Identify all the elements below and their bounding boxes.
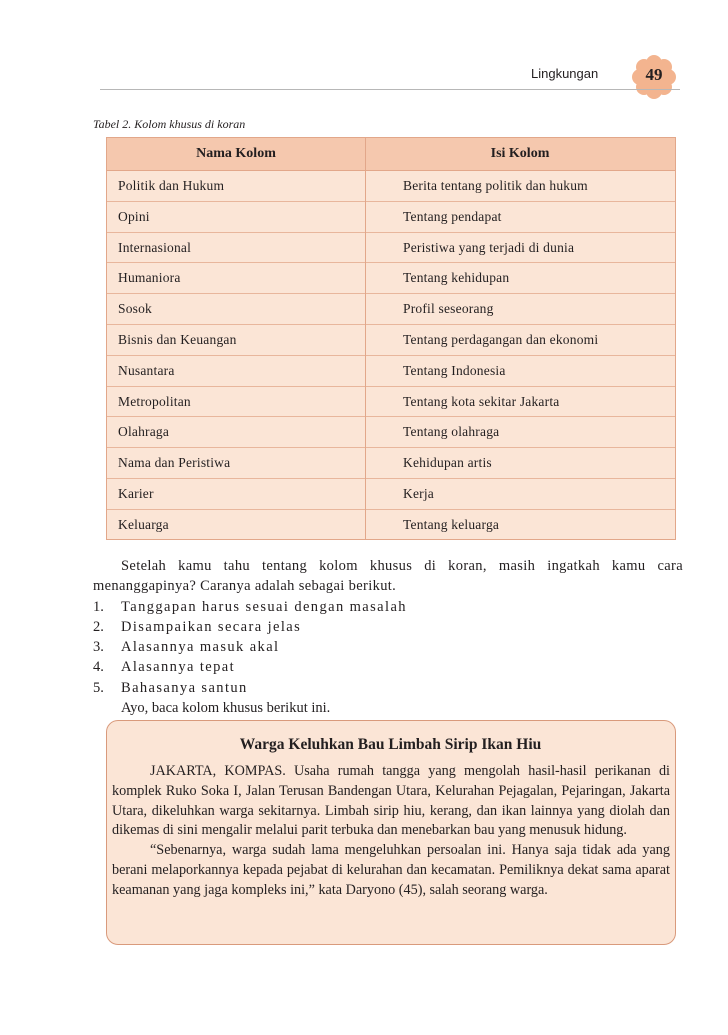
article-paragraph: JAKARTA, KOMPAS. Usaha rumah tangga yang mengolah hasil-hasil perikanan di komplek Ruko Soka I, Jalan Terusan Bandengan Utara, Kelurahan Pejagalan, Pejaringan, Jakarta Utara, dikeluhkan warga sekitarnya. Limbah sirip hiu, kerang, dan ikan lainnya yang diolah dan dikemas di sini mengalir melalui parit terbuka dan menebarkan bau yang menusuk hidung. — [112, 763, 670, 839]
section-title: Lingkungan — [531, 66, 599, 81]
article-text — [112, 762, 670, 901]
column-content-cell: Tentang kehidupan — [403, 270, 510, 286]
list-item — [93, 637, 683, 657]
column-content-cell: Tentang Indonesia — [403, 362, 506, 378]
column-name-cell: Humaniora — [118, 270, 181, 286]
list-number: 3. — [93, 639, 104, 656]
column-content-cell: Tentang olahraga — [403, 424, 500, 440]
page-number: 49 — [645, 65, 663, 84]
list-number: 2. — [93, 618, 104, 635]
table-row — [107, 170, 675, 202]
table-row — [107, 478, 675, 510]
column-name-cell: Nama dan Peristiwa — [118, 455, 231, 471]
header-divider — [100, 89, 680, 90]
column-content-cell: Tentang perdagangan dan ekonomi — [403, 332, 599, 347]
column-name-cell: Internasional — [118, 239, 192, 255]
list-item — [93, 678, 683, 698]
column-name-cell: Sosok — [118, 301, 153, 317]
list-text: Tanggapan harus sesuai dengan masalah — [121, 598, 407, 615]
column-content-cell: Kerja — [403, 486, 434, 501]
table-row — [107, 386, 675, 418]
column-name-cell: Opini — [118, 208, 150, 224]
list-text: Bahasanya santun — [121, 679, 248, 696]
list-number: 4. — [93, 659, 104, 676]
table-row — [107, 509, 675, 540]
article-paragraph: “Sebenarnya, warga sudah lama mengeluhkan persoalan ini. Hanya saja tidak ada yang berani melaporkannya kepada pejabat di kelurahan dan kecamatan. Pemiliknya dekat sama aparat keamanan yang jaga kompleks ini,” kata Daryono (45), salah seorang warga. — [112, 842, 670, 898]
column-content-cell: Tentang keluarga — [403, 516, 500, 532]
column-content-cell: Peristiwa yang terjadi di dunia — [403, 239, 575, 255]
table-row — [107, 447, 675, 479]
column-content-cell: Kehidupan artis — [403, 455, 492, 471]
column-content-cell: Profil seseorang — [403, 301, 494, 317]
response-list — [93, 597, 683, 698]
column-content-cell: Tentang kota sekitar Jakarta — [403, 393, 560, 409]
table-row — [107, 232, 675, 264]
column-name-cell: Bisnis dan Keuangan — [118, 332, 237, 347]
intro-paragraph: Setelah kamu tahu tentang kolom khusus di koran, masih ingatkah kamu cara menanggapinya? Caranya adalah sebagai berikut. — [93, 558, 683, 595]
table-row — [107, 324, 675, 356]
column-header-content: Isi Kolom — [490, 146, 550, 161]
list-item — [93, 657, 683, 677]
page-number-badge — [631, 54, 677, 100]
column-divider — [365, 138, 366, 539]
column-content-cell: Berita tentang politik dan hukum — [403, 178, 588, 193]
columns-table — [106, 137, 676, 540]
list-text: Alasannya masuk akal — [121, 639, 280, 656]
list-item — [93, 617, 683, 637]
column-name-cell: Metropolitan — [118, 393, 191, 409]
table-row — [107, 416, 675, 448]
column-content-cell: Tentang pendapat — [403, 208, 502, 224]
article-box — [106, 720, 676, 945]
article-title: Warga Keluhkan Bau Limbah Sirip Ikan Hiu — [239, 736, 542, 753]
column-name-cell: Olahraga — [118, 424, 170, 440]
column-name-cell: Keluarga — [118, 516, 169, 532]
column-name-cell: Nusantara — [118, 362, 175, 378]
closing-line: Ayo, baca kolom khusus berikut ini. — [121, 700, 331, 717]
body-text — [93, 556, 683, 718]
table-row — [107, 293, 675, 325]
column-name-cell: Politik dan Hukum — [118, 178, 225, 193]
table-row — [107, 262, 675, 294]
table-row — [107, 355, 675, 387]
table-row — [107, 201, 675, 233]
list-text: Disampaikan secara jelas — [121, 618, 302, 635]
table-header — [107, 138, 675, 171]
list-number: 1. — [93, 598, 104, 615]
list-text: Alasannya tepat — [121, 659, 236, 676]
list-item — [93, 597, 683, 617]
column-name-cell: Karier — [118, 486, 154, 501]
column-header-name: Nama Kolom — [196, 146, 276, 161]
table-caption: Tabel 2. Kolom khusus di koran — [93, 117, 246, 131]
list-number: 5. — [93, 679, 104, 696]
